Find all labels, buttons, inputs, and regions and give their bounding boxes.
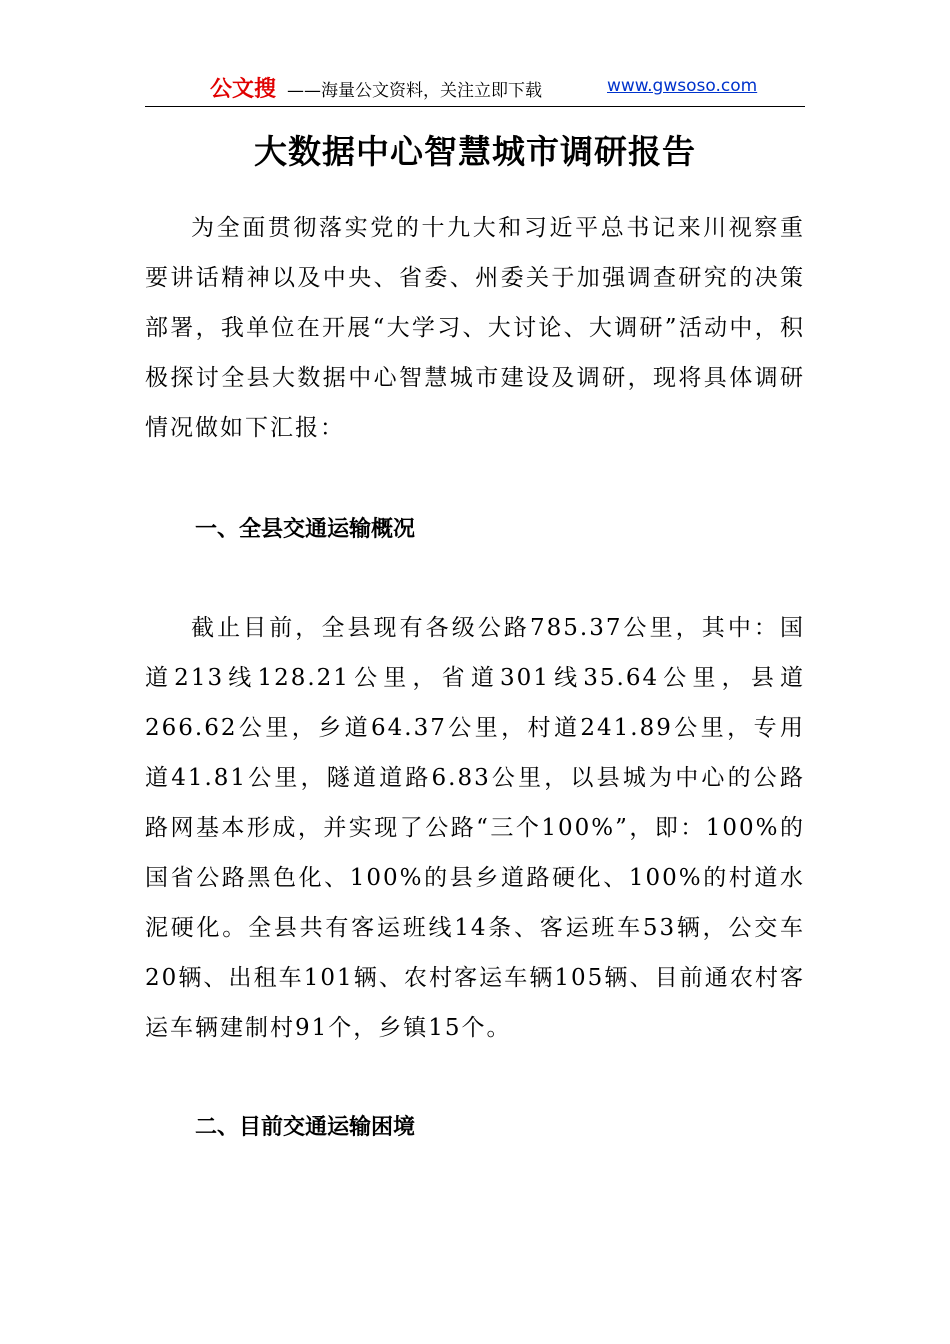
- section-heading-1: 一、全县交通运输概况: [195, 517, 416, 542]
- section-1-paragraph: 截止目前，全县现有各级公路785.37公里，其中：国道213线128.21公里，省道301线35.64公里，县道266.62公里，乡道64.37公里，村道241.89公里，专用道41.81公里，隧道道路6.83公里，以县城为中心的公路路网基本形成，并实现了公路“三个100%”，即：100%的国省公路黑色化、100%的县乡道路硬化、100%的村道水泥硬化。全县共有客运班线14条、客运班车53辆，公交车20辆、出租车101辆、农村客运车辆105辆、目前通农村客运车辆建制村91个，乡镇15个。: [145, 615, 805, 1041]
- section-heading-2: 二、目前交通运输困境: [195, 1115, 416, 1140]
- page-header: [145, 70, 805, 107]
- brand-logo-text: 公文搜: [210, 77, 277, 102]
- website-link[interactable]: www.gwsoso.com: [607, 76, 758, 96]
- header-slogan: ——海量公文资料，关注立即下载: [287, 81, 542, 101]
- document-title: 大数据中心智慧城市调研报告: [254, 132, 696, 171]
- intro-paragraph: 为全面贯彻落实党的十九大和习近平总书记来川视察重要讲话精神以及中央、省委、州委关于加强调查研究的决策部署，我单位在开展“大学习、大讨论、大调研”活动中，积极探讨全县大数据中心智慧城市建设及调研，现将具体调研情况做如下汇报：: [145, 215, 805, 441]
